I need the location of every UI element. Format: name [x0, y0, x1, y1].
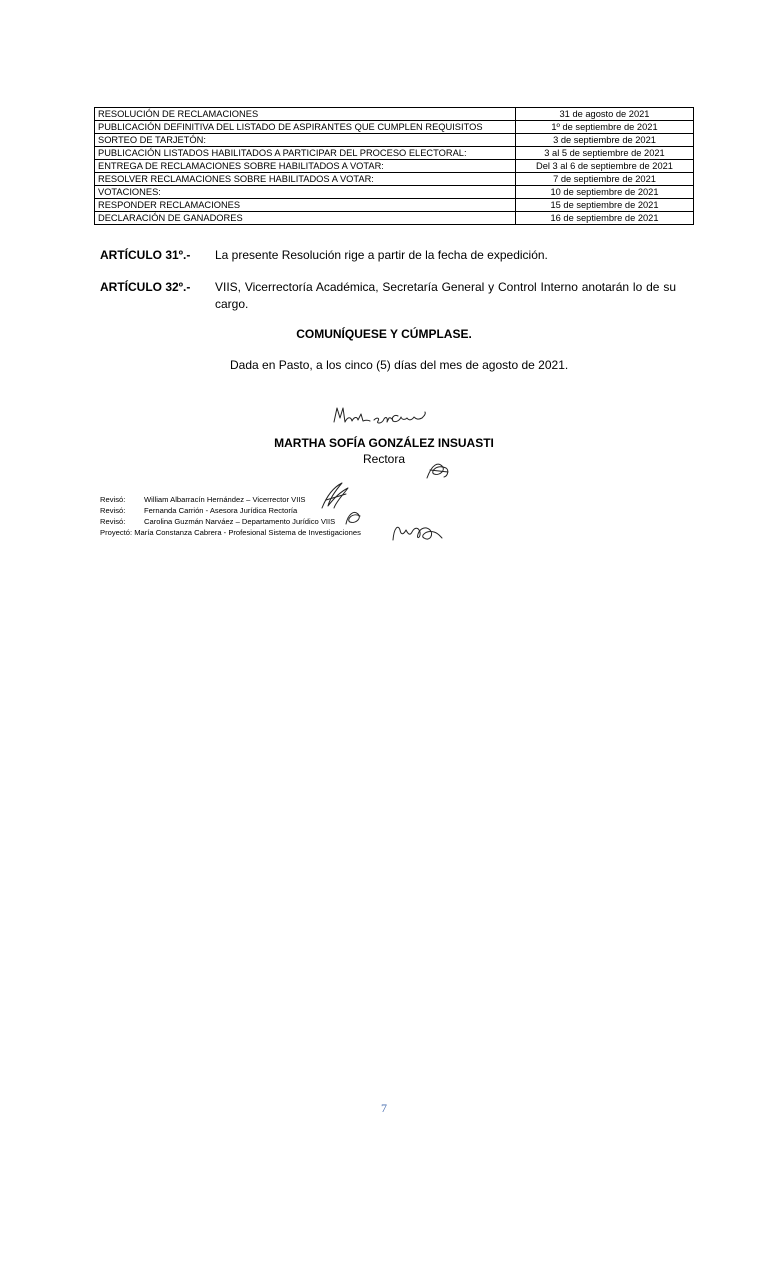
review-line — [100, 517, 335, 527]
reviewer-initials-2 — [342, 508, 364, 528]
review-text: María Constanza Cabrera - Profesional Sistema de Investigaciones — [134, 528, 361, 537]
table-row — [95, 173, 694, 186]
activity-cell: RESOLUCIÓN DE RECLAMACIONES — [95, 108, 516, 121]
page-number: 7 — [381, 1101, 387, 1115]
date-cell: 15 de septiembre de 2021 — [516, 199, 694, 212]
article-text: VIIS, Vicerrectoría Académica, Secretaría General y Control Interno anotarán lo de su cargo. — [215, 280, 676, 311]
date-cell: 7 de septiembre de 2021 — [516, 173, 694, 186]
activity-cell: RESPONDER RECLAMACIONES — [95, 199, 516, 212]
review-text: Carolina Guzmán Narváez – Departamento Jurídico VIIS — [144, 517, 336, 526]
signatory-name: MARTHA SOFÍA GONZÁLEZ INSUASTI — [274, 436, 494, 450]
reviewer-initials-1 — [318, 480, 352, 510]
activity-cell: PUBLICACIÓN DEFINITIVA DEL LISTADO DE ASPIRANTES QUE CUMPLEN REQUISITOS — [95, 121, 516, 134]
review-label: Revisó: — [100, 495, 126, 504]
review-label: Revisó: — [100, 506, 126, 515]
table-row — [95, 147, 694, 160]
article-31 — [100, 247, 676, 264]
date-cell: 3 de septiembre de 2021 — [516, 134, 694, 147]
article-label: ARTÍCULO 32º.- — [100, 280, 191, 294]
schedule-table — [94, 107, 694, 225]
review-label: Revisó: — [100, 517, 126, 526]
date-cell: 1º de septiembre de 2021 — [516, 121, 694, 134]
review-label: Proyectó: — [100, 528, 133, 537]
table-row — [95, 160, 694, 173]
table-row — [95, 199, 694, 212]
activity-cell: DECLARACIÓN DE GANADORES — [95, 212, 516, 225]
activity-cell: SORTEO DE TARJETÓN: — [95, 134, 516, 147]
review-line — [100, 528, 361, 538]
date-line: Dada en Pasto, a los cinco (5) días del mes de agosto de 2021. — [230, 358, 569, 372]
review-text: Fernanda Carrión - Asesora Jurídica Rectoría — [144, 506, 298, 515]
activity-cell: RESOLVER RECLAMACIONES SOBRE HABILITADOS A VOTAR: — [95, 173, 516, 186]
table-row — [95, 212, 694, 225]
review-text: William Albarracín Hernández – Vicerrector VIIS — [144, 495, 306, 504]
date-cell: 10 de septiembre de 2021 — [516, 186, 694, 199]
date-cell: 3 al 5 de septiembre de 2021 — [516, 147, 694, 160]
table-row — [95, 134, 694, 147]
article-label: ARTÍCULO 31º.- — [100, 248, 191, 262]
date-cell: Del 3 al 6 de septiembre de 2021 — [516, 160, 694, 173]
review-line — [100, 506, 297, 516]
date-cell: 31 de agosto de 2021 — [516, 108, 694, 121]
table-row — [95, 186, 694, 199]
table-row — [95, 121, 694, 134]
activity-cell: PUBLICACIÓN LISTADOS HABILITADOS A PARTICIPAR DEL PROCESO ELECTORAL: — [95, 147, 516, 160]
activity-cell: VOTACIONES: — [95, 186, 516, 199]
date-cell: 16 de septiembre de 2021 — [516, 212, 694, 225]
initials-stamp — [424, 458, 452, 482]
rector-signature — [330, 404, 430, 428]
signatory-role: Rectora — [362, 452, 406, 466]
reviewer-initials-3 — [390, 520, 446, 546]
review-line — [100, 495, 306, 505]
article-32 — [100, 279, 676, 313]
article-text: La presente Resolución rige a partir de la fecha de expedición. — [215, 248, 548, 262]
closing-formula: COMUNÍQUESE Y CÚMPLASE. — [296, 327, 472, 341]
table-row — [95, 108, 694, 121]
activity-cell: ENTREGA DE RECLAMACIONES SOBRE HABILITADOS A VOTAR: — [95, 160, 516, 173]
